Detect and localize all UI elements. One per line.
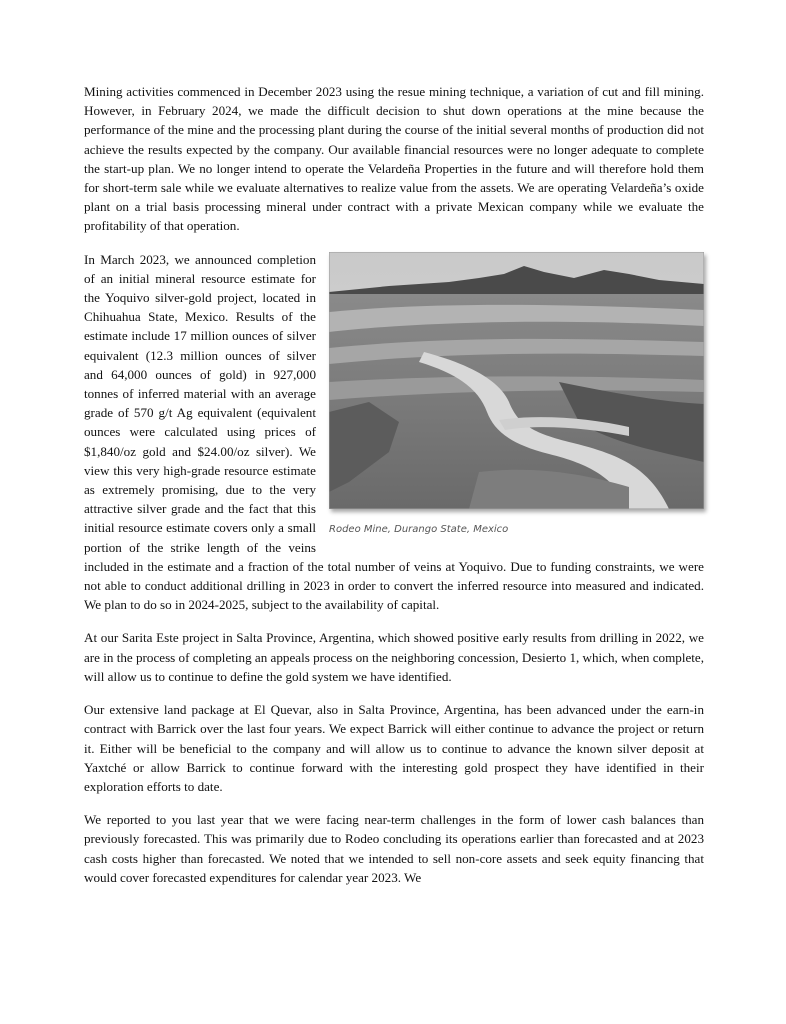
paragraph-sarita-este: At our Sarita Este project in Salta Province, Argentina, which showed positive early results from drilling in 2022, we are in the process of completing an appeals process on the neighboring concession, Desierto 1, which, when complete, will allow us to continue to define the gold system we have identified.	[84, 630, 704, 684]
paragraph-el-quevar: Our extensive land package at El Quevar, also in Salta Province, Argentina, has been advanced under the earn-in contract with Barrick over the last four years. We expect Barrick will either continue to advance the project or return it. Either will be beneficial to the company and will allow us to continue to advance the known silver deposit at Yaxtché or allow Barrick to continue forward with the interesting gold prospect they have identified in their exploration efforts to date.	[84, 702, 704, 794]
paragraph-velardena: Mining activities commenced in December 2023 using the resue mining technique, a variation of cut and fill mining. However, in February 2024, we made the difficult decision to shut down operations at the mine because the performance of the mine and the processing plant during the course of the initial several months of production did not achieve the results expected by the company. Our available financial resources were no longer adequate to complete the start-up plan. We no longer intend to operate the Velardeña Properties in the future and will therefore hold them for short-term sale while we evaluate alternatives to realize value from the assets. We are operating Velardeña’s oxide plant on a trial basis processing mineral under contract with a private Mexican company while we evaluate the profitability of that operation.	[84, 84, 704, 234]
photo-caption: Rodeo Mine, Durango State, Mexico	[329, 523, 509, 535]
yoquivo-section	[84, 250, 704, 615]
paragraph-cash-challenges: We reported to you last year that we were facing near-term challenges in the form of lower cash balances than previously forecasted. This was primarily due to Rodeo concluding its operations earlier than forecasted and at 2023 cash costs higher than forecasted. We noted that we intended to sell non-core assets and seek equity financing that would cover forecasted expenditures for calendar year 2023. We	[84, 812, 704, 885]
open-pit-mine-photo	[329, 252, 704, 509]
document-page	[84, 82, 704, 901]
paragraph-yoquivo: In March 2023, we announced completion of an initial mineral resource estimate for the Yoquivo silver-gold project, located in Chihuahua State, Mexico. Results of the estimate include 17 million ounces of silver equivalent (12.3 million ounces of silver and 64,000 ounces of gold) in 927,000 tonnes of inferred material with an average grade of 570 g/t Ag equivalent (equivalent ounces were calculated using prices of $1,840/oz gold and $24.00/oz silver). We view this very high-grade resource estimate as extremely promising, due to the very attractive silver grade and the fact that this initial resource estimate covers only a small portion of the strike length of the veins included in the estimate and a fraction of the total number of veins at Yoquivo. Due to funding constraints, we were not able to conduct additional drilling in 2023 in order to convert the inferred resource into measured and indicated. We plan to do so in 2024-2025, subject to the availability of capital.	[84, 251, 704, 613]
mine-photo-figure	[326, 252, 704, 541]
